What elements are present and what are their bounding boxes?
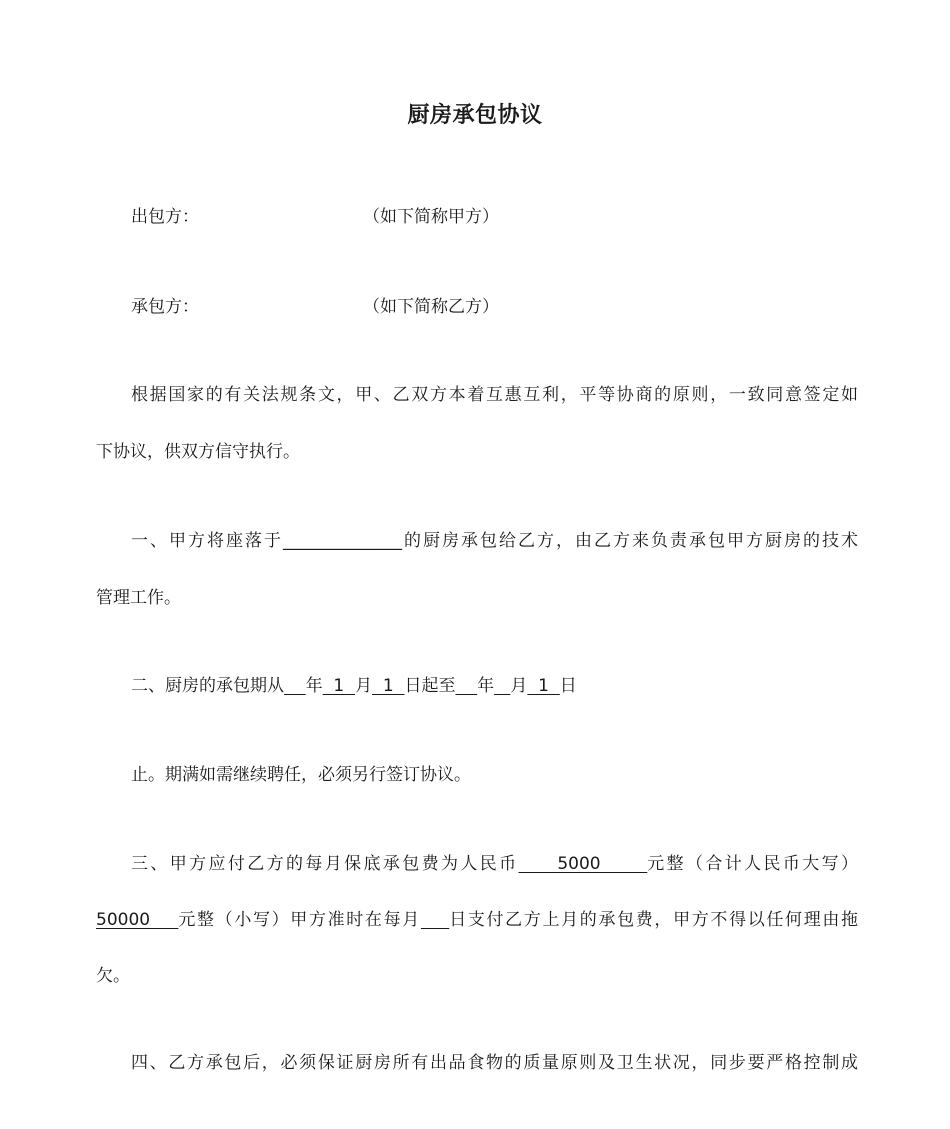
intro-line-1: 根据国家的有关法规条文，甲、乙双方本着互惠互利，平等协商的原则，一致同意签定如: [131, 385, 858, 405]
end-day-blank: 1: [527, 676, 560, 696]
clause-1-line-2: 管理工作。: [96, 588, 181, 608]
document-title: 厨房承包协议: [407, 103, 543, 128]
start-year-blank: [284, 676, 306, 696]
clause-1-location-blank: ______________: [283, 531, 402, 551]
clause-4-line-1: 四、乙方承包后，必须保证厨房所有出品食物的质量原则及卫生状况，同步要严格控制成: [131, 1053, 858, 1073]
clause-2-text-6: 月: [510, 676, 528, 696]
party-a-label: 出包方：: [131, 207, 199, 227]
clause-2-text-5: 年: [477, 676, 495, 696]
clause-3-text-3: 元整（小写）甲方准时在每月: [178, 910, 421, 930]
clause-2-text-4: 日起至: [404, 676, 456, 696]
clause-1-text-b: 的厨房承包给乙方，由乙方来负责承包甲方厨房的技术: [402, 531, 858, 551]
clause-1-text-a: 一、甲方将座落于: [131, 531, 283, 551]
party-a-line: [131, 205, 858, 229]
end-year-blank: [456, 676, 478, 696]
total-amount-blank: 50000: [96, 910, 179, 930]
payment-day-blank: [421, 910, 449, 930]
clause-3-text-1: 三、甲方应付乙方的每月保底承包费为人民币: [131, 854, 519, 874]
clause-3-line-1: [131, 852, 858, 876]
start-month-blank: 1: [322, 676, 356, 696]
clause-1-line-1: [131, 529, 858, 553]
party-a-note: （如下简称甲方）: [363, 207, 499, 227]
clause-2-text-3: 月: [355, 676, 373, 696]
clause-3-text-2: 元整（合计人民币大写）: [647, 854, 859, 874]
intro-line-2: 下协议，供双方信守执行。: [96, 442, 300, 462]
clause-3-text-4: 日支付乙方上月的承包费，甲方不得以任何理由拖: [449, 910, 859, 930]
clause-2-line-2: 止。期满如需继续聘任，必须另行签订协议。: [131, 765, 471, 785]
party-b-line: [131, 295, 858, 319]
party-b-label: 承包方：: [131, 297, 199, 317]
end-month-blank: [494, 676, 510, 696]
clause-2-text-7: 日: [559, 676, 577, 696]
party-b-note: （如下简称乙方）: [363, 297, 499, 317]
monthly-fee-blank: 5000: [518, 854, 648, 874]
clause-2-text-2: 年: [305, 676, 323, 696]
clause-2-text-1: 二、厨房的承包期从: [131, 676, 284, 696]
clause-3-line-2: [96, 908, 858, 932]
start-day-blank: 1: [372, 676, 405, 696]
clause-2-line-1: [131, 674, 858, 698]
clause-3-line-3: 欠。: [96, 966, 130, 986]
